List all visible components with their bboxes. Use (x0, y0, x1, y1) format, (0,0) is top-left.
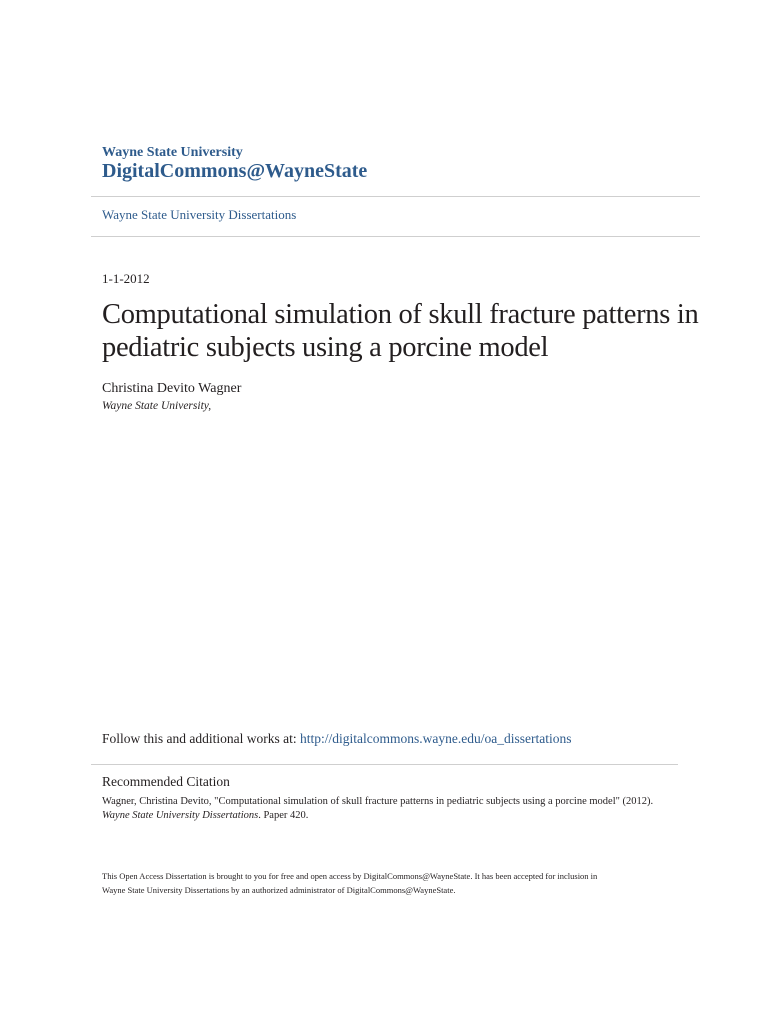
series-link[interactable]: Wayne State University Dissertations (102, 207, 297, 222)
dissertations-url-link[interactable]: http://digitalcommons.wayne.edu/oa_dissertations (300, 731, 572, 746)
divider-top (91, 196, 700, 197)
access-notice-line-1: This Open Access Dissertation is brought to you for free and open access by DigitalCommons@WayneState. It has been accepted for inclusion in (102, 871, 598, 881)
citation-heading: Recommended Citation (102, 774, 230, 789)
repository-name[interactable]: DigitalCommons@WayneState (102, 160, 368, 182)
publication-date: 1-1-2012 (102, 271, 150, 286)
citation-line-1: Wagner, Christina Devito, "Computational simulation of skull fracture patterns in pediatric subjects using a porcine model" (2012). (102, 796, 654, 807)
follow-line (102, 731, 571, 747)
document-title: Computational simulation of skull fracture patterns in pediatric subjects using a porcine model (102, 299, 699, 363)
university-name: Wayne State University (102, 145, 243, 160)
follow-prefix: Follow this and additional works at: (102, 731, 300, 746)
access-notice-line-2: Wayne State University Dissertations by an authorized administrator of DigitalCommons@WayneState. (102, 885, 456, 895)
divider-citation (91, 764, 678, 765)
citation-paper-number: . Paper 420. (258, 810, 309, 821)
author-name: Christina Devito Wagner (102, 381, 242, 396)
divider-series (91, 236, 700, 237)
citation-series-italic: Wayne State University Dissertations (102, 810, 259, 821)
citation-line-2 (102, 810, 308, 821)
author-affiliation: Wayne State University, (102, 400, 212, 412)
